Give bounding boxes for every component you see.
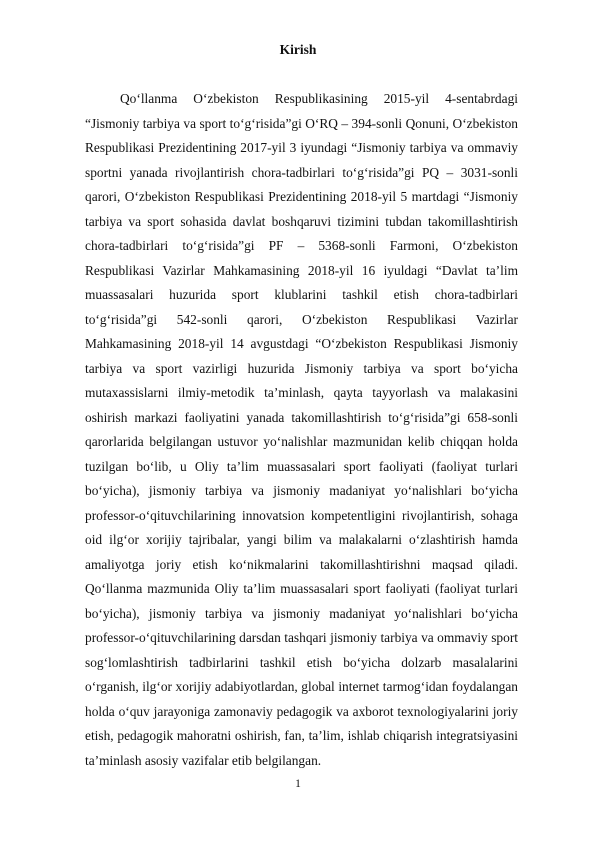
body-paragraph: Qo‘llanma O‘zbekiston Respublikasining 2015-yil 4-sentabrdagi “Jismoniy tarbiya va sport to‘g‘risida”gi O‘RQ – 394-sonli Qonuni, O‘zbekiston Respublikasi Prezidentining 2017-yil 3 iyundagi “Jismoniy tarbiya va ommaviy sportni yanada rivojlantirish chora-tadbirlari to‘g‘risida”gi PQ – 3031-sonli qarori, O‘zbekiston Respublikasi Prezidentining 2018-yil 5 martdagi “Jismoniy tarbiya va sport sohasida davlat boshqaruvi tizimini tubdan takomillashtirish chora-tadbirlari to‘g‘risida”gi PF – 5368-sonli Farmoni, O‘zbekiston Respublikasi Vazirlar Mahkamasining 2018-yil 16 iyuldagi “Davlat ta’lim muassasalari huzurida sport klublarini tashkil etish chora-tadbirlari to‘g‘risida”gi 542-sonli qarori, O‘zbekiston Respublikasi Vazirlar Mahkamasining 2018-yil 14 avgustdagi “O‘zbekiston Respublikasi Jismoniy tarbiya va sport vazirligi huzurida Jismoniy tarbiya va sport bo‘yicha mutaxassislarni ilmiy-metodik ta’minlash, qayta tayyorlash va malakasini oshirish markazi faoliyatini yanada takomillashtirish to‘g‘risida”gi 658-sonli qarorlarida belgilangan ustuvor yo‘nalishlar mazmunidan kelib chiqqan holda tuzilgan bo‘lib, u Oliy ta’lim muassasalari sport faoliyati (faoliyat turlari bo‘yicha), jismoniy tarbiya va jismoniy madaniyat yo‘nalishlari bo‘yicha professor-o‘qituvchilarining innovatsion kompetentligini rivojlantirish, sohaga oid ilg‘or xorijiy tajribalar, yangi bilim va malakalarni o‘zlashtirish hamda amaliyotga joriy etish ko‘nikmalarini takomillashtirishni maqsad qiladi. Qo‘llanma mazmunida Oliy ta’lim muassasalari sport faoliyati (faoliyat turlari bo‘yicha), jismoniy tarbiya va jismoniy madaniyat yo‘nalishlari bo‘yicha professor-o‘qituvchilarining darsdan tashqari jismoniy tarbiya va ommaviy sport sog‘lomlashtirish tadbirlarini tashkil etish bo‘yicha dolzarb masalalarini o‘rganish, ilg‘or xorijiy adabiyotlardan, global internet tarmog‘idan foydalangan holda o‘quv jarayoniga zamonaviy pedagogik va axborot texnologiyalarini joriy etish, pedagogik mahoratni oshirish, fan, ta’lim, ishlab chiqarish integratsiyasini ta’minlash asosiy vazifalar etib belgilangan.	[85, 91, 518, 768]
page-number: 1	[295, 778, 301, 790]
page-title: Kirish	[279, 42, 317, 57]
